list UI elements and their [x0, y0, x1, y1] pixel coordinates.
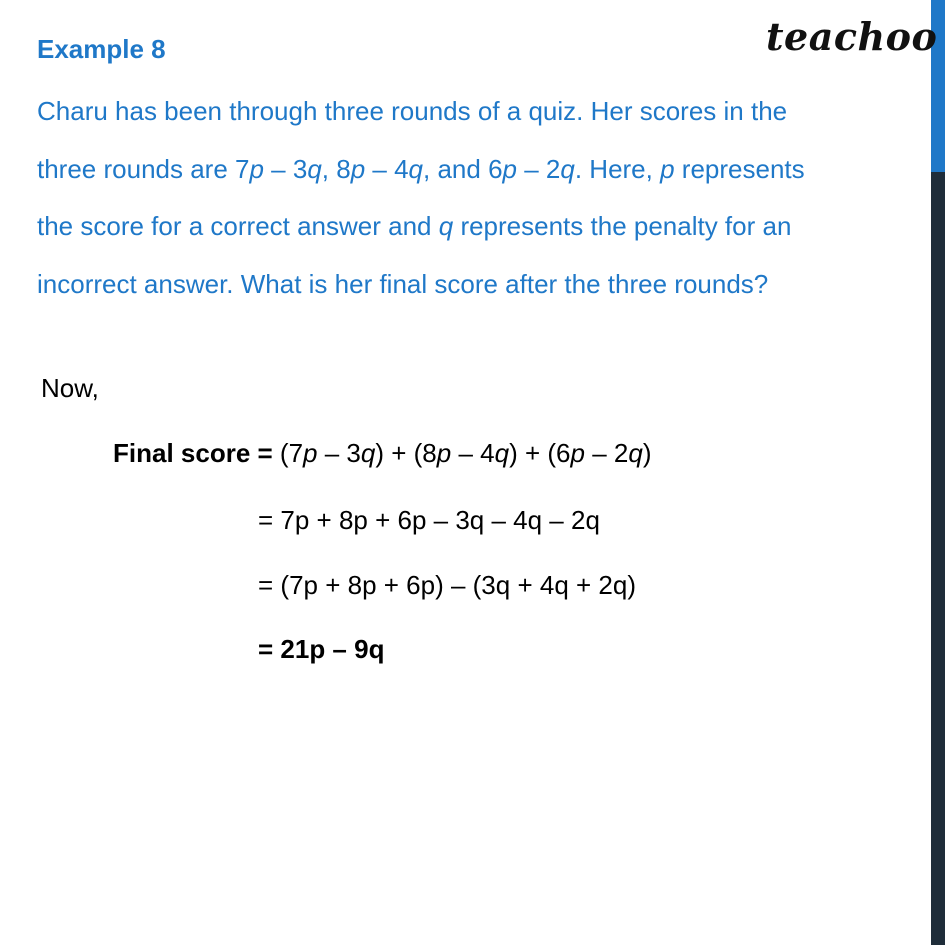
- final-score-label: Final score =: [113, 438, 273, 468]
- solution-final-answer: = 21p – 9q: [258, 634, 385, 664]
- question-line-3: the score for a correct answer and q represents the penalty for an: [37, 211, 792, 241]
- question-line-1: Charu has been through three rounds of a quiz. Her scores in the: [37, 96, 788, 126]
- solution-intro: Now,: [41, 373, 99, 403]
- final-score-equation: Final score = (7p – 3q) + (8p – 4q) + (6p – 2q): [113, 438, 652, 468]
- question-line-4: incorrect answer. What is her final score after the three rounds?: [37, 268, 769, 299]
- solution-step-2: = (7p + 8p + 6p) – (3q + 4q + 2q): [258, 570, 636, 600]
- example-heading: Example 8: [37, 34, 166, 64]
- teachoo-logo: teachoo: [766, 14, 938, 59]
- solution-step-1: = 7p + 8p + 6p – 3q – 4q – 2q: [258, 505, 600, 535]
- question-line-2: three rounds are 7p – 3q, 8p – 4q, and 6p – 2q. Here, p represents: [37, 153, 805, 184]
- question-text: [37, 83, 917, 313]
